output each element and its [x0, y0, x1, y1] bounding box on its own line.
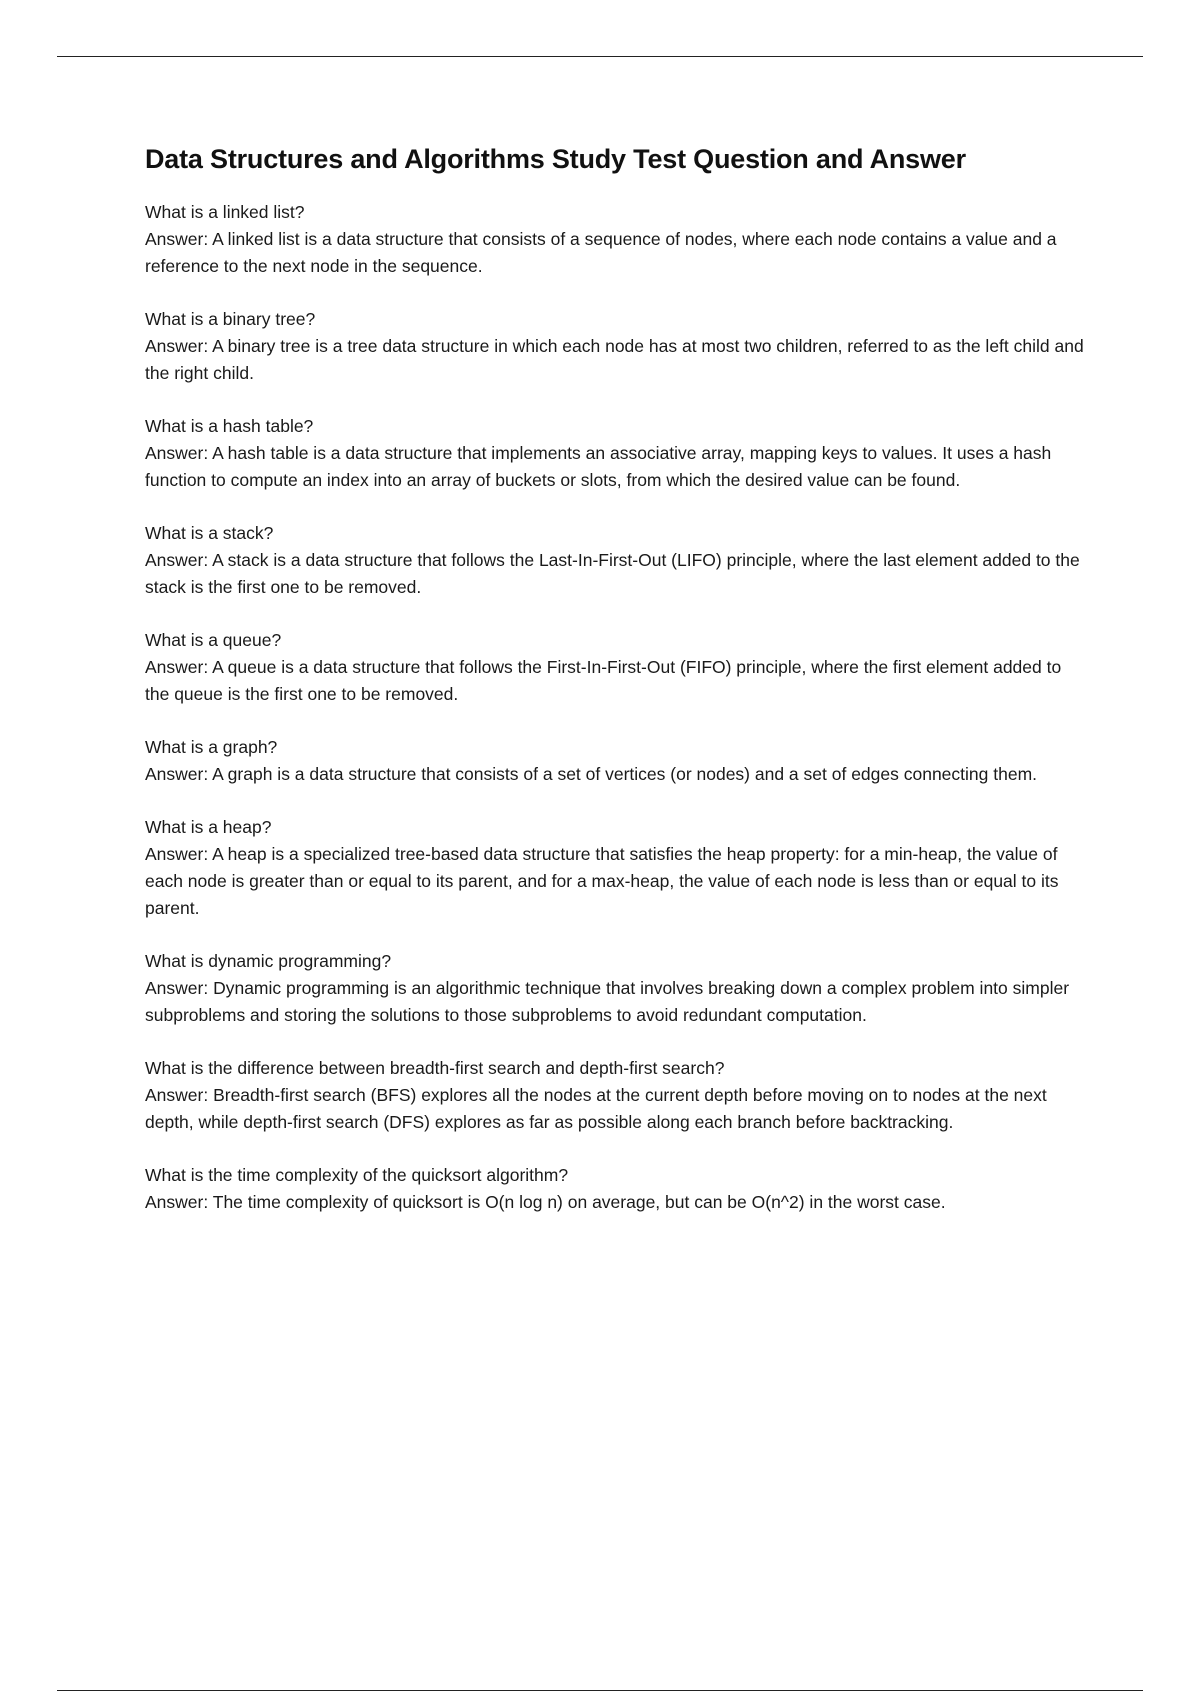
answer: Answer: A queue is a data structure that follows the First-In-First-Out (FIFO) principle, where the first element added to the queue is the first one to be removed. [145, 657, 1062, 705]
answer: Answer: A linked list is a data structure that consists of a sequence of nodes, where each node contains a value and a reference to the next node in the sequence. [145, 229, 1057, 277]
answer: Answer: Breadth-first search (BFS) explores all the nodes at the current depth before moving on to nodes at the next depth, while depth-first search (DFS) explores as far as possible along each branch before backtracking. [145, 1085, 1047, 1133]
qa-item-quicksort [145, 1162, 1090, 1216]
question: What is a graph? [145, 737, 278, 758]
question: What is a linked list? [145, 202, 305, 223]
qa-item-bfs-vs-dfs [145, 1055, 1090, 1136]
footer-rule [57, 1690, 1143, 1691]
question: What is a heap? [145, 817, 272, 838]
qa-item-linked-list [145, 199, 1090, 280]
qa-item-heap [145, 814, 1090, 922]
answer: Answer: A stack is a data structure that follows the Last-In-First-Out (LIFO) principle, where the last element added to the stack is the first one to be removed. [145, 550, 1080, 598]
qa-item-graph [145, 734, 1090, 788]
question: What is a binary tree? [145, 309, 316, 330]
document-body [145, 142, 1090, 1242]
answer: Answer: The time complexity of quicksort is O(n log n) on average, but can be O(n^2) in the worst case. [145, 1192, 946, 1213]
question: What is the difference between breadth-first search and depth-first search? [145, 1058, 725, 1079]
question: What is the time complexity of the quicksort algorithm? [145, 1165, 569, 1186]
question: What is a queue? [145, 630, 282, 651]
qa-item-stack [145, 520, 1090, 601]
answer: Answer: A hash table is a data structure that implements an associative array, mapping keys to values. It uses a hash function to compute an index into an array of buckets or slots, from which the desired value can be found. [145, 443, 1052, 491]
answer: Answer: A heap is a specialized tree-based data structure that satisfies the heap property: for a min-heap, the value of each node is greater than or equal to its parent, and for a max-heap, the value of each node is less than or equal to its parent. [145, 844, 1059, 919]
question: What is a stack? [145, 523, 274, 544]
qa-item-hash-table [145, 413, 1090, 494]
document-title: Data Structures and Algorithms Study Test Question and Answer [145, 144, 966, 174]
answer: Answer: Dynamic programming is an algorithmic technique that involves breaking down a complex problem into simpler subproblems and storing the solutions to those subproblems to avoid redundant computation. [145, 978, 1070, 1026]
answer: Answer: A graph is a data structure that consists of a set of vertices (or nodes) and a set of edges connecting them. [145, 764, 1038, 785]
qa-item-binary-tree [145, 306, 1090, 387]
qa-item-dynamic-programming [145, 948, 1090, 1029]
header-rule [57, 56, 1143, 57]
question: What is a hash table? [145, 416, 314, 437]
question: What is dynamic programming? [145, 951, 392, 972]
answer: Answer: A binary tree is a tree data structure in which each node has at most two children, referred to as the left child and the right child. [145, 336, 1084, 384]
qa-item-queue [145, 627, 1090, 708]
